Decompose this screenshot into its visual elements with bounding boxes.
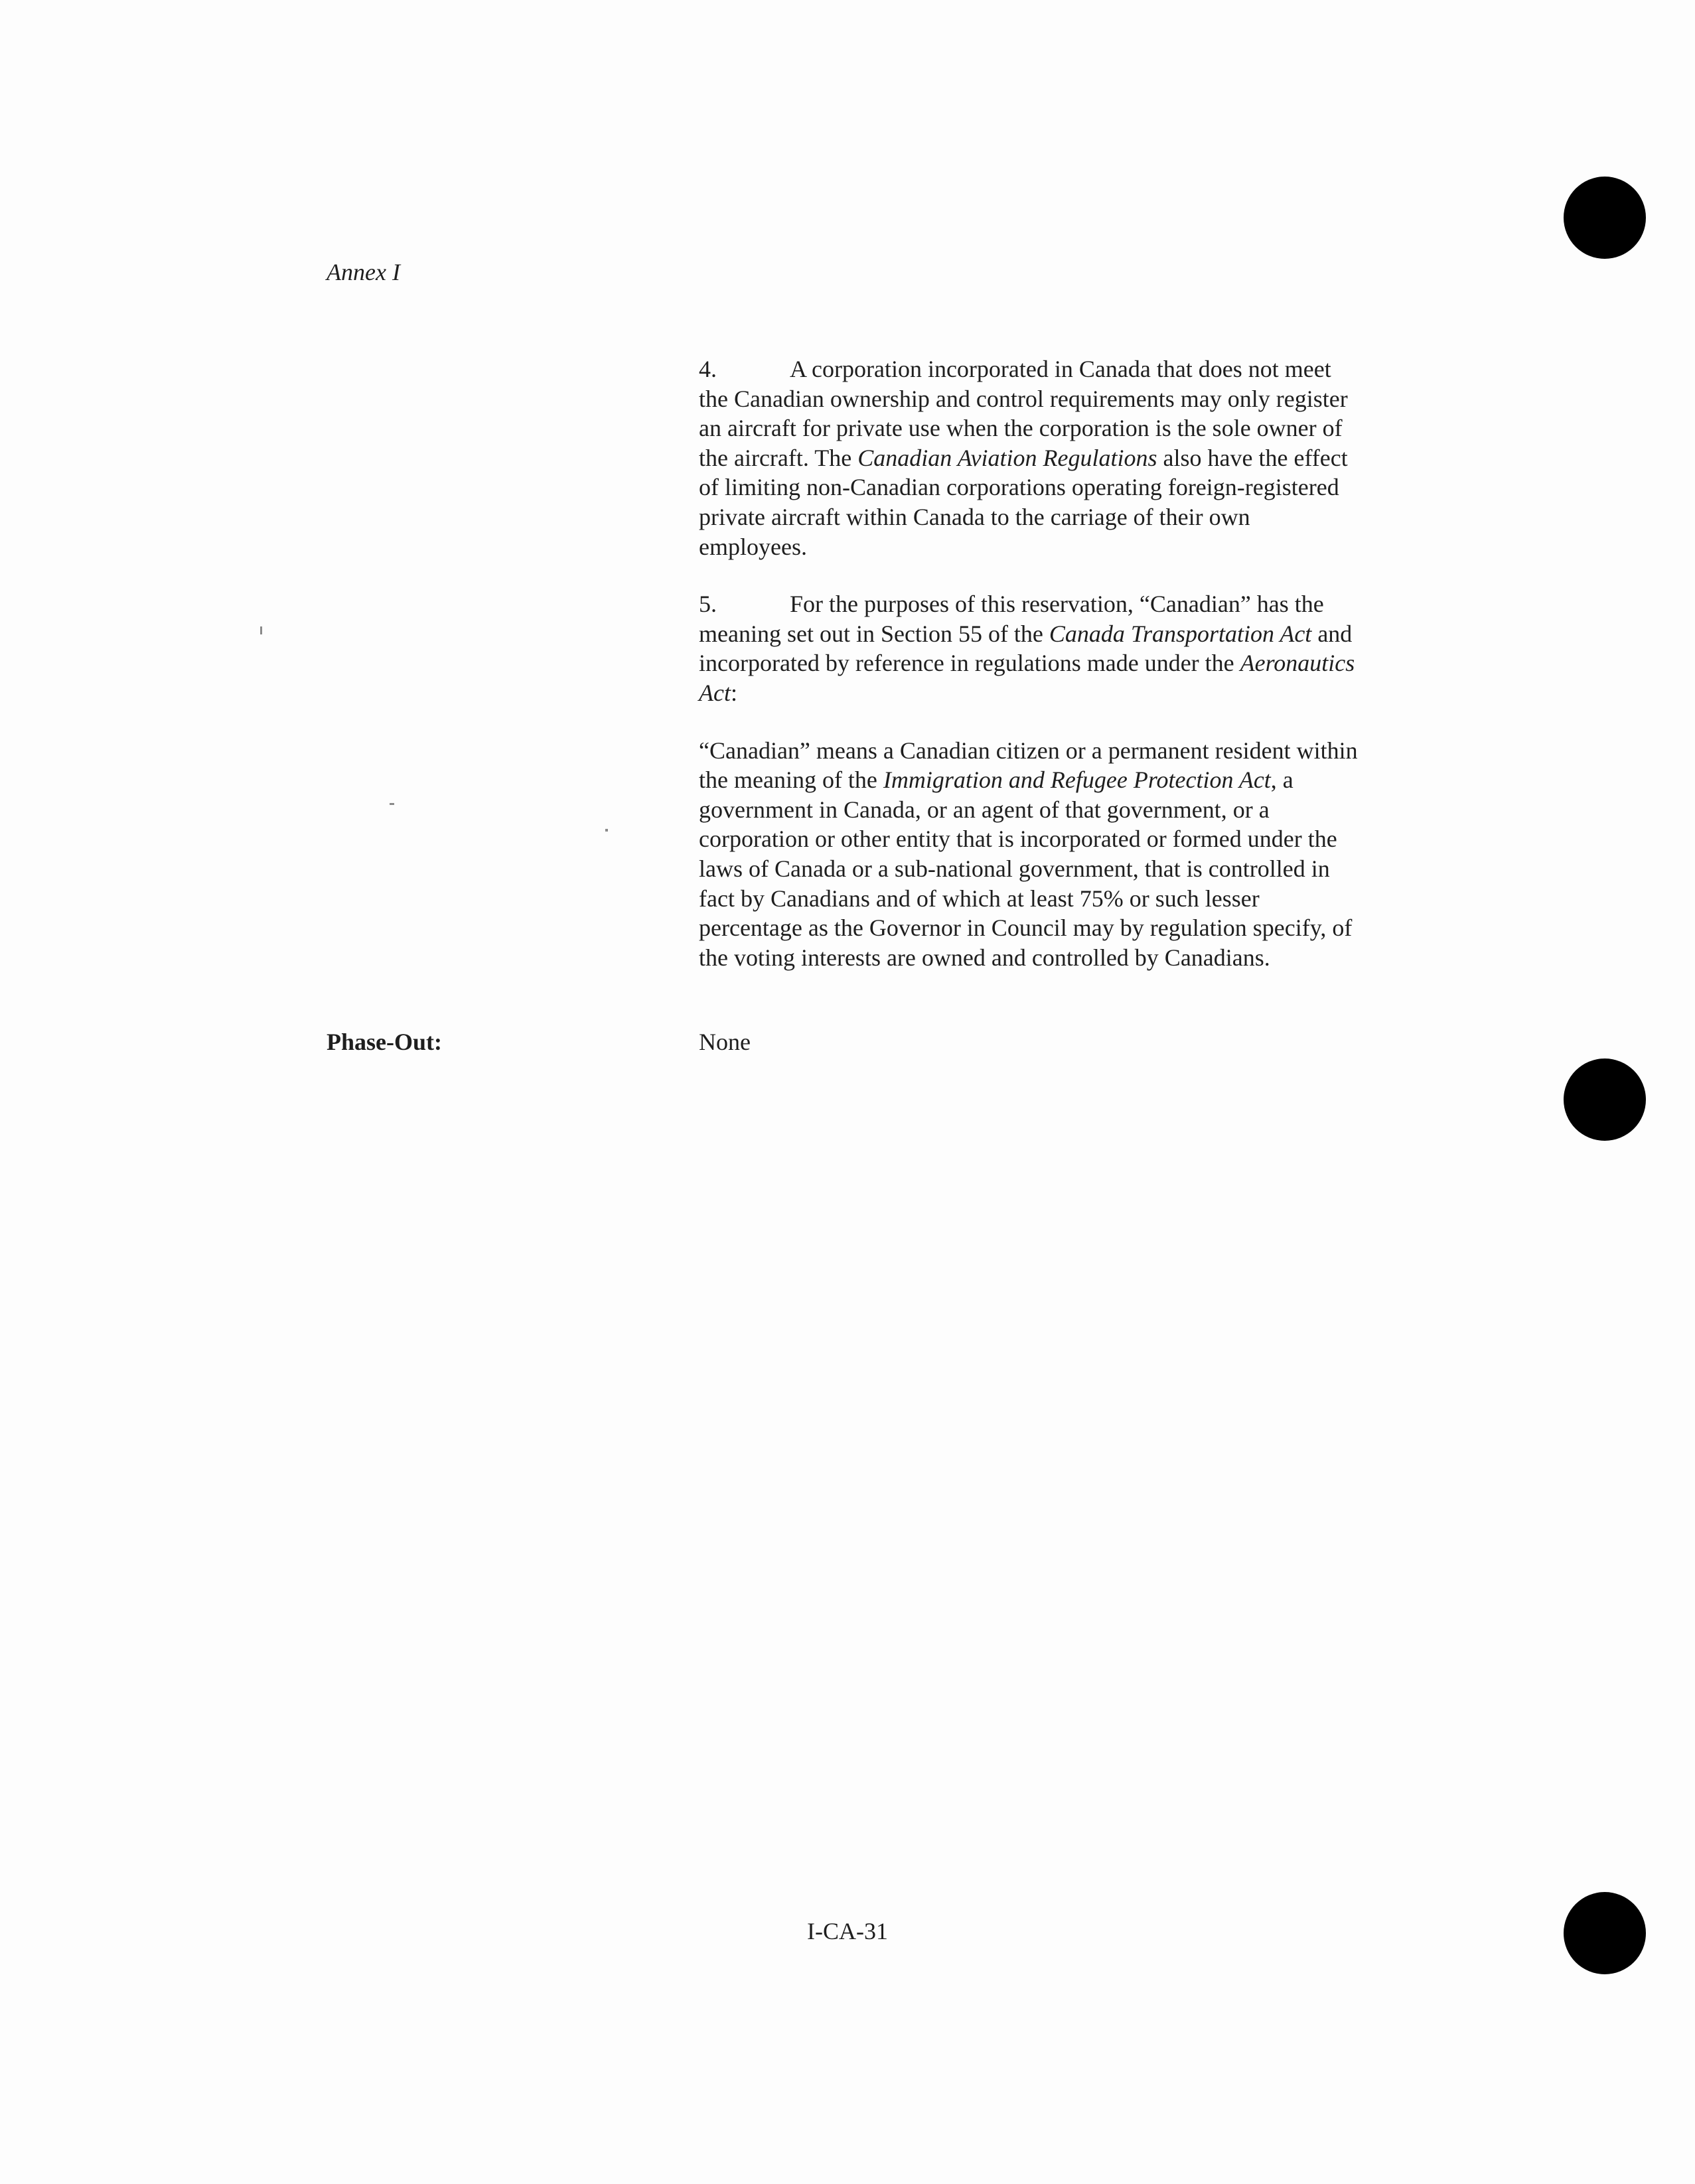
act-title: Aeronautics Act (699, 650, 1355, 706)
paragraph-text: “Canadian” means a Canadian citizen or a permanent resident within the meaning of the (699, 737, 1358, 794)
act-title: Immigration and Refugee Protection Act (883, 766, 1271, 794)
paragraph-text: : (730, 679, 737, 706)
canadian-definition (699, 736, 1363, 973)
paragraph-text: For the purposes of this reservation, “Canadian” has the meaning set out in Section 55 of the (699, 591, 1324, 647)
paragraph-text: and incorporated by reference in regulations made under the (699, 620, 1353, 677)
paragraph-text: also have the effect of limiting non-Canadian corporations operating foreign-registered private aircraft within Canada to the carriage of their own employees. (699, 444, 1348, 560)
scan-speck (605, 829, 608, 832)
binder-hole (1564, 1892, 1646, 1974)
scan-speck (260, 626, 262, 634)
paragraph-5 (699, 589, 1363, 707)
paragraph-4 (699, 354, 1363, 561)
paragraph-number: 4. (699, 356, 717, 382)
page-number: I-CA-31 (807, 1918, 888, 1944)
binder-hole (1564, 177, 1646, 259)
paragraph-number: 5. (699, 591, 717, 618)
binder-hole (1564, 1058, 1646, 1141)
act-title: Canada Transportation Act (1049, 620, 1312, 647)
paragraph-text: , a government in Canada, or an agent of that government, or a corporation or other entity that is incorporated or formed under the laws of Canada or a sub-national government, that is controlled in fact by Canadians and of which at least 75% or such lesser percentage as the Governor in Council may by regulation specify, of the voting interests are owned and controlled by Canadians. (699, 766, 1353, 971)
annex-header: Annex I (327, 259, 400, 285)
reservation-body (699, 354, 1363, 972)
scan-speck (390, 803, 394, 805)
regulation-title: Canadian Aviation Regulations (857, 444, 1157, 471)
paragraph-text: A corporation incorporated in Canada that does not meet the Canadian ownership and control requirements may only register an aircraft for private use when the corporation is the sole owner of the aircraft. The (699, 356, 1348, 471)
phase-out-label: Phase-Out: (327, 1029, 442, 1055)
phase-out-value: None (699, 1029, 751, 1055)
